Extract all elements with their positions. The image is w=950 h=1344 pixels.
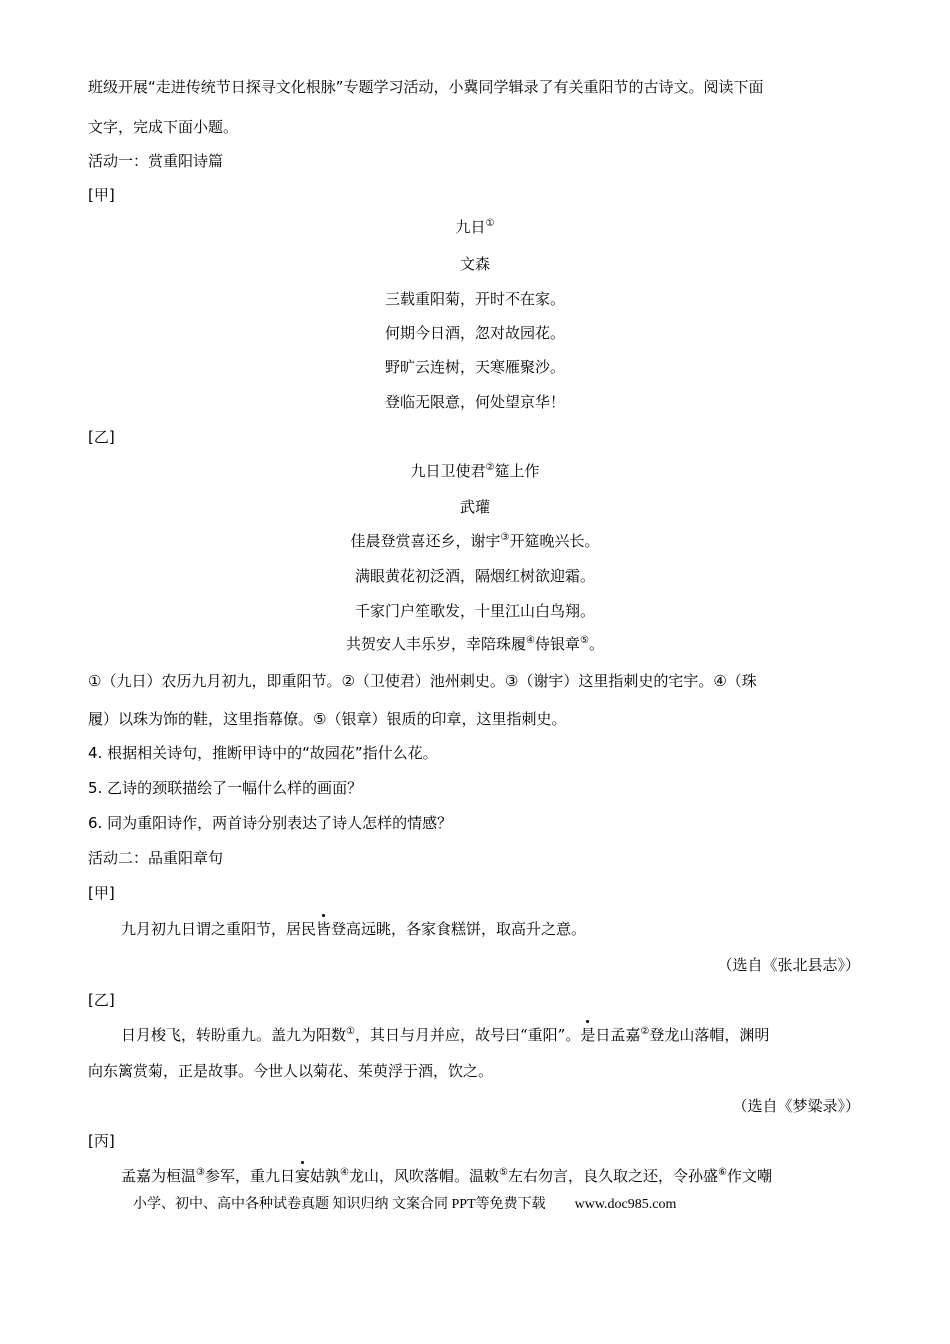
text-yi-label: [乙] <box>88 991 115 1009</box>
footnote-marker: ③ <box>196 1167 205 1178</box>
poem-jia-label: [甲] <box>88 186 115 204</box>
text-jia-label: [甲] <box>88 884 115 902</box>
text-bing-body <box>121 1165 772 1186</box>
poem-yi-title-text: 九日卫使君 <box>410 462 486 480</box>
text-jia-body <box>121 918 586 939</box>
prose-text: 左右勿言，良久取之还，令孙盛 <box>507 1167 718 1185</box>
poem-yi-title-text: 筵上作 <box>494 462 540 480</box>
footer-site-link[interactable]: www.doc985.com <box>574 1197 677 1212</box>
text-yi-body-line-2: 向东篱赏菊，正是故事。今世人以菊花、茱萸浮于酒，饮之。 <box>88 1062 494 1080</box>
poem-yi-line: 满眼黄花初泛酒，隔烟红树欲迎霜。 <box>354 567 595 585</box>
notes-line-2: 履）以珠为饰的鞋，这里指幕僚。⑤（银章）银质的印章，这里指刺史。 <box>88 710 567 728</box>
text-yi-source: （选自《梦粱录》） <box>732 1097 860 1115</box>
prose-text: 龙山，风吹落帽。温敕 <box>349 1167 500 1185</box>
emphasis-dot-char: 宴 <box>295 1167 311 1185</box>
emphasis-dot-char: 皆 <box>316 920 332 938</box>
question-6: 6. 同为重阳诗作，两首诗分别表达了诗人怎样的情感？ <box>88 814 453 832</box>
footnote-marker: ① <box>485 218 495 229</box>
poem-yi-line: 千家门户笙歌发，十里江山白鸟翔。 <box>354 602 595 620</box>
question-4: 4. 根据相关诗句，推断甲诗中的“故园花”指什么花。 <box>88 744 438 762</box>
footnote-marker: ② <box>640 1026 650 1037</box>
prose-text: 孟嘉为桓温 <box>121 1167 197 1185</box>
poem-yi-line <box>0 633 950 654</box>
activity2-title: 活动二：品重阳章句 <box>88 849 224 867</box>
poem-text: 。 <box>588 635 604 653</box>
poem-jia-title-text: 九日 <box>455 218 486 236</box>
poem-yi-label: [乙] <box>88 428 115 446</box>
poem-jia-line: 野旷云连树，天寒雁聚沙。 <box>384 358 565 376</box>
prose-text: 姑孰 <box>310 1167 341 1185</box>
footnote-marker: ④ <box>340 1167 349 1178</box>
prose-text: 参军，重九日 <box>204 1167 295 1185</box>
poem-text: 共贺安人丰乐岁，幸陪珠履 <box>346 635 527 653</box>
poem-jia-line: 何期今日酒，忽对故园花。 <box>384 324 565 342</box>
poem-text: 开筵晚兴长。 <box>509 532 600 550</box>
footnote-marker: ④ <box>526 635 535 646</box>
footnote-marker: ⑤ <box>580 635 589 646</box>
text-jia-source: （选自《张北县志》） <box>717 956 860 974</box>
prose-text: 九月初九日谓之重阳节，居民 <box>121 920 317 938</box>
footnote-marker: ⑥ <box>718 1167 727 1178</box>
footer-text: 小学、初中、高中各种试卷真题 知识归纳 文案合同 PPT等免费下载 <box>133 1197 546 1212</box>
page-footer <box>133 1193 676 1213</box>
poem-yi-author: 武瓘 <box>459 498 490 516</box>
poem-jia-author: 文森 <box>459 255 490 273</box>
poem-yi-title <box>0 460 950 481</box>
prose-text: 日孟嘉 <box>595 1026 641 1044</box>
emphasis-dot-char: 是 <box>580 1026 596 1044</box>
poem-jia-line: 三载重阳菊，开时不在家。 <box>384 290 565 308</box>
prose-text: 作文嘲 <box>726 1167 772 1185</box>
poem-jia-title <box>0 216 950 237</box>
poem-text: 侍银章 <box>534 635 580 653</box>
poem-jia-line: 登临无限意，何处望京华！ <box>384 393 565 411</box>
activity1-title: 活动一：赏重阳诗篇 <box>88 152 224 170</box>
prose-text: 日月梭飞，转盼重九。盖九为阳数 <box>121 1026 347 1044</box>
question-5: 5. 乙诗的颈联描绘了一幅什么样的画面？ <box>88 779 363 797</box>
text-bing-label: [丙] <box>88 1132 115 1150</box>
footnote-marker: ⑤ <box>499 1167 508 1178</box>
prose-text: ，其日与月并应，故号曰“重阳”。 <box>354 1026 581 1044</box>
prose-text: 登龙山落帽，渊明 <box>649 1026 770 1044</box>
poem-text: 佳晨登赏喜还乡，谢宇 <box>350 532 501 550</box>
poem-yi-line <box>0 530 950 551</box>
intro-line-1: 班级开展“走进传统节日探寻文化根脉”专题学习活动，小冀同学辑录了有关重阳节的古诗文。阅读下面 <box>88 78 764 96</box>
footnote-marker: ② <box>485 462 495 473</box>
intro-line-2: 文字，完成下面小题。 <box>88 118 239 136</box>
prose-text: 登高远眺，各家食糕饼，取高升之意。 <box>331 920 587 938</box>
footnote-marker: ① <box>346 1026 355 1037</box>
notes-line-1: ①（九日）农历九月初九，即重阳节。②（卫使君）池州刺史。③（谢宇）这里指刺史的宅宇。④（珠 <box>88 672 757 690</box>
footnote-marker: ③ <box>500 532 510 543</box>
text-yi-body-line-1 <box>121 1024 769 1045</box>
